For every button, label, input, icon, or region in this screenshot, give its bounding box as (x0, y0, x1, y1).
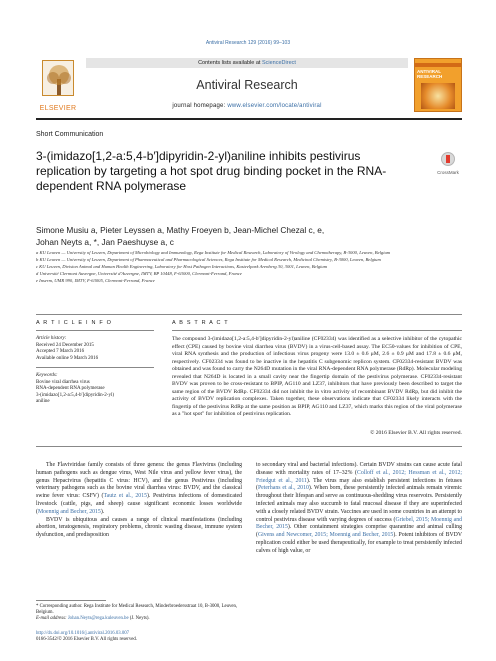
corresponding-author-note: * Corresponding author. Rega Institute for Medical Research, Minderbroedersstraat 10, B-3000, Leuven, Belgium. (36, 604, 238, 616)
journal-title[interactable]: Antiviral Research (196, 78, 298, 92)
contents-line (86, 58, 408, 68)
keyword-item: Bovine viral diarrhea virus (36, 379, 90, 385)
received-date: Received 24 December 2015 (36, 342, 94, 348)
crossmark-badge[interactable] (432, 152, 464, 182)
abstract-heading: A B S T R A C T (172, 320, 229, 326)
author-list (36, 224, 436, 248)
header-center (86, 58, 408, 112)
publisher-name: ELSEVIER (39, 105, 77, 112)
crossmark-mark (446, 155, 450, 163)
body-paragraph: to secondary viral and bacterial infections). Certain BVDV strains can cause acute fatal disease with mortality rates of 17–32% (Colloff et al., 2012; Hessman et al., 2012; Friedgut et al., 2011). The virus may also establish persistent infections in fetuses (Peterhans et al., 2010). When born, these persistently infected animals remain viremic throughout their lifespan and serve as continuous-shedding virus reservoirs. Persistently infected animals may also succumb to fatal mucosal disease if they are superinfected with a closely related BVDV strain. Vaccines are used in some countries in an attempt to control pestivirus disease with varying degrees of success (Griebel, 2015; Moennig and Becher, 2015). Other containment strategies comprise quarantine and animal culling (Givens and Newcomer, 2015; Moennig and Becher, 2015). Potent inhibitors of BVDV replication could either be used therapeutically, for example to treat persistently infected calves of high value, or (256, 462, 463, 554)
abstract-copyright: © 2016 Elsevier B.V. All rights reserved. (370, 430, 462, 436)
authors-line-2: Johan Neyts a, *, Jan Paeshuyse a, c (36, 237, 174, 247)
affiliation-b: b KU Leuven — University of Leuven, Department of Pharmaceutical and Pharmacological Sciences, Rega Institute for Medical Research, Medicinal Chemistry, B-3000, Leuven, Belgium (36, 256, 381, 262)
homepage-line (86, 103, 408, 109)
doi-link[interactable]: http://dx.doi.org/10.1016/j.antiviral.2016.03.007 (36, 631, 130, 636)
homepage-link[interactable]: www.elsevier.com/locate/antiviral (227, 103, 322, 109)
keywords (36, 373, 136, 406)
issn-line: 0166-3542/© 2016 Elsevier B.V. All rights reserved. (36, 637, 137, 643)
citation-link[interactable]: Moennig and Becher, 2015 (37, 508, 101, 515)
divider-info (36, 330, 154, 331)
affiliation-a: a KU Leuven — University of Leuven, Department of Microbiology and Immunology, Rega Institute for Medical Research, Laboratory of Virology and Chemotherapy, B-3000, Leuven, Belgium (36, 250, 391, 255)
abstract-text: The compound 3-(imidazo[1,2-a:5,4-b′]dipyridin-2-yl)aniline (CF02334) was identified as a selective inhibitor of the cytopathic effect (CPE) caused by bovine viral diarrhea virus (BVDV) in a virus-cell-based assay. The EC50-values for inhibition of CPE, viral RNA synthesis and the production of infectious virus progeny were 13.0 ± 0.6 μM, 2.6 ± 0.9 μM and 17.8 ± 0.6 μM, respectively. CF02334 was found to be inactive in the hepatitis C subgenomic replicon system. CF02334-resistant BVDV was obtained and was found to carry the N264D mutation in the viral RNA-dependent RNA polymerase (RdRp). Molecular modeling revealed that N264D is located in a small cavity near the fingertip domain of the pestivirus polymerase. CF02334-resistant BVDV was proven to be cross-resistant to BPIP, AG110 and LZ37, inhibitors that have previously been described to target the same region of the BVDV RdRp. CF02334 did not inhibit the in vitro activity of recombinant BVDV RdRp, but did inhibit the activity of BVDV replication complexes. Taken together, these observations indicate that CF02334 likely interacts with the fingertip of the pestivirus RdRp at the same position as BPIP, AG110 and LZ37, which marks this region of the viral polymerase as a "hot spot" for inhibition of pestivirus replication. (172, 336, 462, 417)
citation-link[interactable]: Griebel, 2015; Moennig and Becher, 2015 (256, 516, 462, 531)
accepted-date: Accepted 7 March 2016 (36, 349, 85, 355)
body-paragraph: The Flaviviridae family consists of three genera: the genus Flavivirus (including human pathogens such as dengue virus, West Nile virus and yellow fever virus), the genus Hepacivirus (hepatitis C virus: HCV), and the genus Pestivirus (including veterinary pathogens such as the bovine viral diarrhea virus: BVDV, and the classical swine fever virus: CSFV) (Tautz et al., 2015). Pestivirus infections of domesticated livestock (cattle, pigs, and sheep) cause significant economic losses worldwide (Moennig and Becher, 2015). (36, 462, 242, 515)
divider-abstract (172, 330, 462, 331)
citation-link[interactable]: Givens and Newcomer, 2015; Moennig and Becher, 2015 (257, 532, 394, 539)
article-title: 3-(imidazo[1,2-a:5,4-b′]dipyridin-2-yl)aniline inhibits pestivirus replication by targeting a hot spot drug binding pocket in the RNA-dependent RNA polymerase (36, 149, 387, 193)
affiliation-e: e Inserm, UMR 990, IMTV, F-63005, Clermont-Ferrand, France (36, 277, 155, 283)
divider-keywords (36, 367, 154, 368)
affiliation-c: c KU Leuven, Division Animal and Human Health Engineering, Laboratory for Host Pathogen Interactions, Kasteelpark Arenberg 30, 3001, Leuven, Belgium (36, 263, 328, 269)
authors-line-1: Simone Musiu a, Pieter Leyssen a, Mathy Froeyen b, Jean-Michel Chezal c, e, (36, 225, 325, 235)
keyword-item: 3-(imidazo[1,2-a:5,4-b′]dipyridin-2-yl) (36, 392, 115, 398)
homepage-prefix: journal homepage: (172, 103, 228, 109)
cover-title: ANTIVIRAL RESEARCH (417, 69, 443, 79)
citation-link[interactable]: Peterhans et al., 2010 (257, 485, 309, 492)
elsevier-logo[interactable] (36, 58, 80, 112)
running-head: Antiviral Research 129 (2016) 99–103 (205, 40, 291, 46)
article-info-heading: A R T I C L E I N F O (36, 320, 113, 326)
history-label: Article history: (36, 336, 67, 341)
journal-header (36, 58, 462, 112)
cover-art (421, 83, 455, 109)
article-type: Short Communication (36, 131, 104, 138)
body-right-column (256, 462, 462, 556)
cover-band (415, 63, 461, 67)
journal-cover-image[interactable] (414, 58, 462, 112)
keywords-label: Keywords: (36, 373, 58, 378)
affiliation-d: d Université Clermont Auvergne, Université d'Auvergne, IMTV, BP 10448, F-63000, Clermont-Ferrand, France (36, 270, 242, 276)
sciencedirect-link[interactable]: ScienceDirect (261, 60, 296, 66)
divider-top (36, 314, 462, 315)
affiliations (36, 250, 456, 285)
elsevier-tree-icon (42, 60, 74, 96)
online-date: Available online 9 March 2016 (36, 355, 99, 361)
body-left-column (36, 462, 242, 540)
contents-prefix: Contents lists available at (198, 60, 262, 66)
crossmark-label: CrossMark (437, 170, 459, 175)
email-line (36, 616, 242, 622)
citation-link[interactable]: Colloff et al., 2012; Hessman et al., 2012; Friedgut et al., 2011 (256, 469, 463, 484)
footnote (36, 604, 242, 623)
keyword-item: aniline (36, 399, 50, 405)
footnote-rule (36, 600, 106, 601)
header-rule (36, 118, 462, 120)
article-history (36, 336, 136, 362)
body-paragraph: BVDV is ubiquitous and causes a range of clinical manifestations (including abortion, teratogenesis, respiratory problems, chronic wasting disease, immune system dysfunction, and predisposition (36, 516, 242, 539)
email-suffix: (J. Neyts). (128, 616, 150, 622)
doi-block (36, 631, 242, 643)
keyword-item: RNA-dependent RNA polymerase (36, 386, 105, 392)
divider-bottom (36, 446, 462, 447)
email-link[interactable]: Johan.Neyts@rega.kuleuven.be (67, 616, 129, 622)
email-label: E-mail address: (36, 616, 68, 622)
citation-link[interactable]: Tautz et al., 2015 (103, 493, 147, 500)
